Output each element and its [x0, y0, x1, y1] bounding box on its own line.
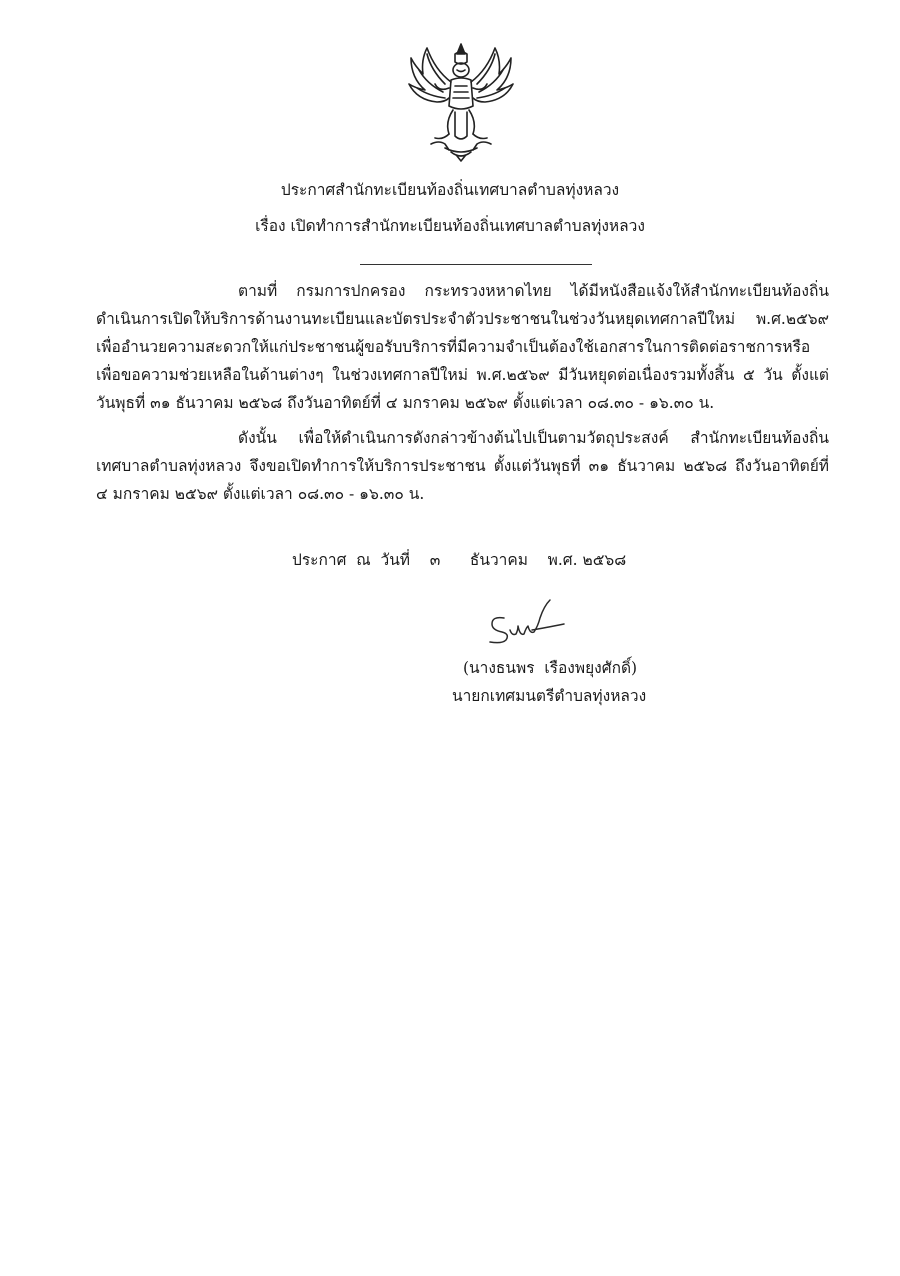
paragraph-1-line: ตามที่ กรมการปกครอง กระทรวงหหาดไทย ได้มีหนังสือแจ้งให้สำนักทะเบียนท้องถิ่น [238, 282, 829, 300]
announcement-subject: เรื่อง เปิดทำการสำนักทะเบียนท้องถิ่นเทศบาลตำบลทุ่งหลวง [255, 217, 645, 235]
handwritten-signature-icon [484, 596, 574, 652]
paragraph-1-line: วันพุธที่ ๓๑ ธันวาคม ๒๕๖๘ ถึงวันอาทิตย์ที่ ๔ มกราคม ๒๕๖๙ ตั้งแต่เวลา ๐๘.๓๐ - ๑๖.๓๐ น. [96, 394, 715, 412]
garuda-emblem-icon [405, 40, 517, 162]
announcement-title: ประกาศสำนักทะเบียนท้องถิ่นเทศบาลตำบลทุ่งหลวง [280, 181, 620, 199]
body-paragraph-1 [96, 277, 829, 417]
header-divider [360, 264, 592, 265]
paragraph-2-line: เทศบาลตำบลทุ่งหลวง จึงขอเปิดทำการให้บริการประชาชน ตั้งแต่วันพุธที่ ๓๑ ธันวาคม ๒๕๖๘ ถึงวันอาทิตย์ที่ [96, 457, 829, 475]
signatory-name: (นางธนพร เรืองพยุงศักดิ์) [463, 659, 638, 677]
body-paragraph-2 [96, 424, 829, 508]
paragraph-2-line: ดังนั้น เพื่อให้ดำเนินการดังกล่าวข้างต้นไปเป็นตามวัตถุประสงค์ สำนักทะเบียนท้องถิ่น [238, 429, 829, 447]
announcement-date: ประกาศ ณ วันที่ ๓ ธันวาคม พ.ศ. ๒๕๖๘ [292, 551, 627, 569]
paragraph-1-line: ดำเนินการเปิดให้บริการด้านงานทะเบียนและบัตรประจำตัวประชาชนในช่วงวันหยุดเทศกาลปีใหม่ พ.ศ.๒๕๖๙ [96, 310, 829, 328]
paragraph-1-line: เพื่ออำนวยความสะดวกให้แก่ประชาชนผู้ขอรับบริการที่มีความจำเป็นต้องใช้เอกสารในการติดต่อราชการหรือ [96, 338, 811, 356]
paragraph-2-line: ๔ มกราคม ๒๕๖๙ ตั้งแต่เวลา ๐๘.๓๐ - ๑๖.๓๐ น. [96, 485, 425, 503]
signatory-position: นายกเทศมนตรีตำบลทุ่งหลวง [452, 687, 647, 705]
paragraph-1-line: เพื่อขอความช่วยเหลือในด้านต่างๆ ในช่วงเทศกาลปีใหม่ พ.ศ.๒๕๖๙ มีวันหยุดต่อเนื่องรวมทั้งสิ้น ๕ วัน ตั้งแต่ [96, 366, 829, 384]
